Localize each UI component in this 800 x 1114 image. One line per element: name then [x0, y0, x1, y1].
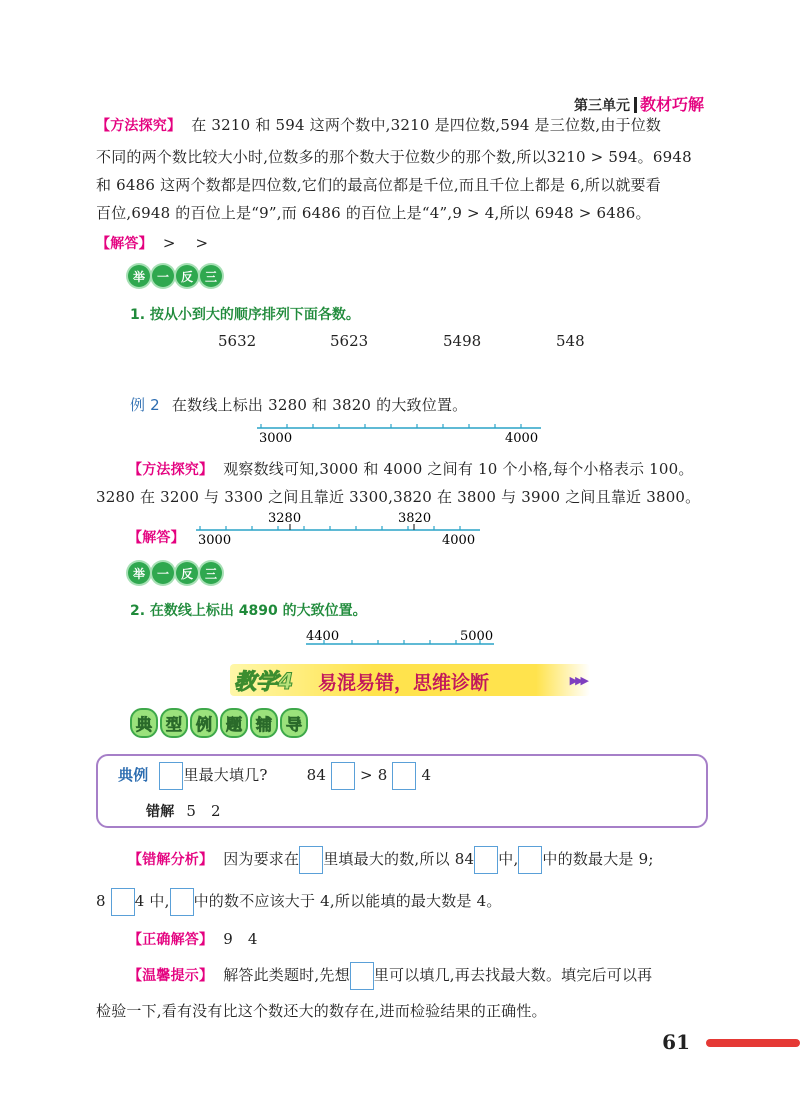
analysis-text: 中的数不应该大于 4,所以能填的最大数是 4。 [193, 892, 502, 910]
example-2 [130, 392, 740, 419]
correct-tag: 【正确解答】 [128, 932, 214, 948]
number-item: 5498 [443, 332, 482, 350]
number-line-question2 [304, 626, 500, 650]
answer2-tag: 【解答】 [128, 530, 185, 546]
method2-line-2: 3280 在 3200 与 3300 之间且靠近 3300,3820 在 3800 与 3900 之间且靠近 3800。 [96, 488, 701, 506]
correct-value: 9 4 [223, 930, 258, 948]
mark-label-3280: 3280 [268, 511, 302, 526]
analysis-text: 因为要求在 [223, 850, 300, 868]
analysis-text: 8 [96, 892, 106, 910]
badge-char: 一 [152, 265, 174, 287]
blank-box [518, 846, 542, 874]
blank-box [331, 762, 355, 790]
section-char: 导 [280, 708, 308, 738]
method1-tag: 【方法探究】 [96, 118, 182, 134]
wrong-label: 错解 [146, 804, 175, 820]
lesson-banner [230, 664, 590, 696]
badge-char: 反 [176, 562, 198, 584]
blank-box [111, 888, 135, 916]
analysis-text: 里填最大的数,所以 84 [323, 850, 475, 868]
method2-text-1: 观察数线可知,3000 和 4000 之间有 10 个小格,每个小格表示 100。 [223, 460, 694, 478]
section-heading [130, 708, 308, 738]
method1-line-4: 百位,6948 的百位上是“9”,而 6486 的百位上是“4”,9 > 4,所以 6948 > 6486。 [96, 204, 651, 222]
number-line-example2 [255, 422, 545, 446]
tip-tag: 【温馨提示】 [128, 968, 214, 984]
number-item: 548 [556, 332, 585, 350]
answer1-tag: 【解答】 [96, 236, 153, 252]
axis-end-label: 5000 [460, 629, 494, 644]
blank-box [350, 962, 374, 990]
blank-box [299, 846, 323, 874]
unit-label: 第三单元 [573, 98, 630, 114]
axis-end-label: 4000 [442, 533, 476, 548]
method2-tag: 【方法探究】 [128, 462, 214, 478]
method1-line-1 [96, 112, 706, 140]
example-2-label: 例 2 [130, 396, 160, 414]
footer-bar [706, 1039, 800, 1047]
question-1-numbers [0, 332, 800, 352]
mark-label-3820: 3820 [398, 511, 432, 526]
method1-text-1: 在 3210 和 594 这两个数中,3210 是四位数,594 是三位数,由于位数 [191, 116, 662, 134]
section-char: 型 [160, 708, 188, 738]
axis-start-label: 3000 [259, 431, 293, 446]
banner-label: 教学4 [234, 670, 294, 695]
section-char: 辅 [250, 708, 278, 738]
axis-start-label: 4400 [306, 629, 340, 644]
tip-line-2: 检验一下,看有没有比这个数还大的数存在,进而检验结果的正确性。 [96, 1002, 547, 1020]
header-divider [634, 97, 637, 113]
expr-part: 84 [306, 766, 327, 784]
method1-line-3: 和 6486 这两个数都是四位数,它们的最高位都是千位,而且千位上都是 6,所以就要看 [96, 176, 661, 194]
badge-char: 举 [128, 265, 150, 287]
blank-box [474, 846, 498, 874]
section-char: 题 [220, 708, 248, 738]
badge-char: 三 [200, 562, 222, 584]
expr-part: > 8 [360, 766, 388, 784]
typical-label: 典例 [118, 766, 149, 784]
analysis-line-2 [96, 888, 706, 916]
banner-title: 易混易错，思维诊断 [318, 672, 490, 694]
tip-line-1 [128, 962, 728, 990]
answer1 [96, 230, 706, 258]
arrows-icon: ▶▶▶ [569, 674, 586, 687]
badge-char: 反 [176, 265, 198, 287]
section-char: 例 [190, 708, 218, 738]
question-2-title: 2. 在数线上标出 4890 的大致位置。 [130, 603, 367, 619]
correct-answer [128, 926, 738, 954]
tip-text: 解答此类题时,先想 [223, 966, 350, 984]
question-1-title: 1. 按从小到大的顺序排列下面各数。 [130, 307, 360, 323]
analysis-text: 中的数最大是 9; [542, 850, 654, 868]
badge-char: 三 [200, 265, 222, 287]
practice-badge-1 [128, 265, 222, 287]
page-number: 61 [662, 1030, 690, 1054]
badge-char: 举 [128, 562, 150, 584]
analysis-text: 中, [498, 850, 519, 868]
badge-char: 一 [152, 562, 174, 584]
axis-end-label: 4000 [505, 431, 539, 446]
section-char: 典 [130, 708, 158, 738]
method1-line-2: 不同的两个数比较大小时,位数多的那个数大于位数少的那个数,所以3210 > 594。6948 [96, 148, 692, 166]
method2-line-1 [128, 456, 718, 484]
analysis-tag: 【错解分析】 [128, 852, 214, 868]
analysis-text: 4 中, [134, 892, 170, 910]
analysis-line-1 [128, 846, 728, 874]
tip-text: 里可以填几,再去找最大数。填完后可以再 [373, 966, 653, 984]
section-label: 教材巧解 [639, 95, 704, 114]
blank-box [392, 762, 416, 790]
answer1-value: > > [162, 234, 209, 252]
expr-part: 4 [421, 766, 432, 784]
number-line-answer2 [194, 508, 484, 548]
blank-box [170, 888, 194, 916]
blank-box [159, 762, 183, 790]
axis-start-label: 3000 [198, 533, 232, 548]
number-item: 5632 [218, 332, 257, 350]
typical-question [118, 762, 728, 790]
practice-badge-2 [128, 562, 222, 584]
wrong-value: 5 2 [186, 802, 221, 820]
typical-question-text: 里最大填几? [183, 766, 268, 784]
wrong-answer [146, 798, 756, 826]
number-item: 5623 [330, 332, 369, 350]
example-2-text: 在数线上标出 3280 和 3820 的大致位置。 [171, 396, 468, 414]
